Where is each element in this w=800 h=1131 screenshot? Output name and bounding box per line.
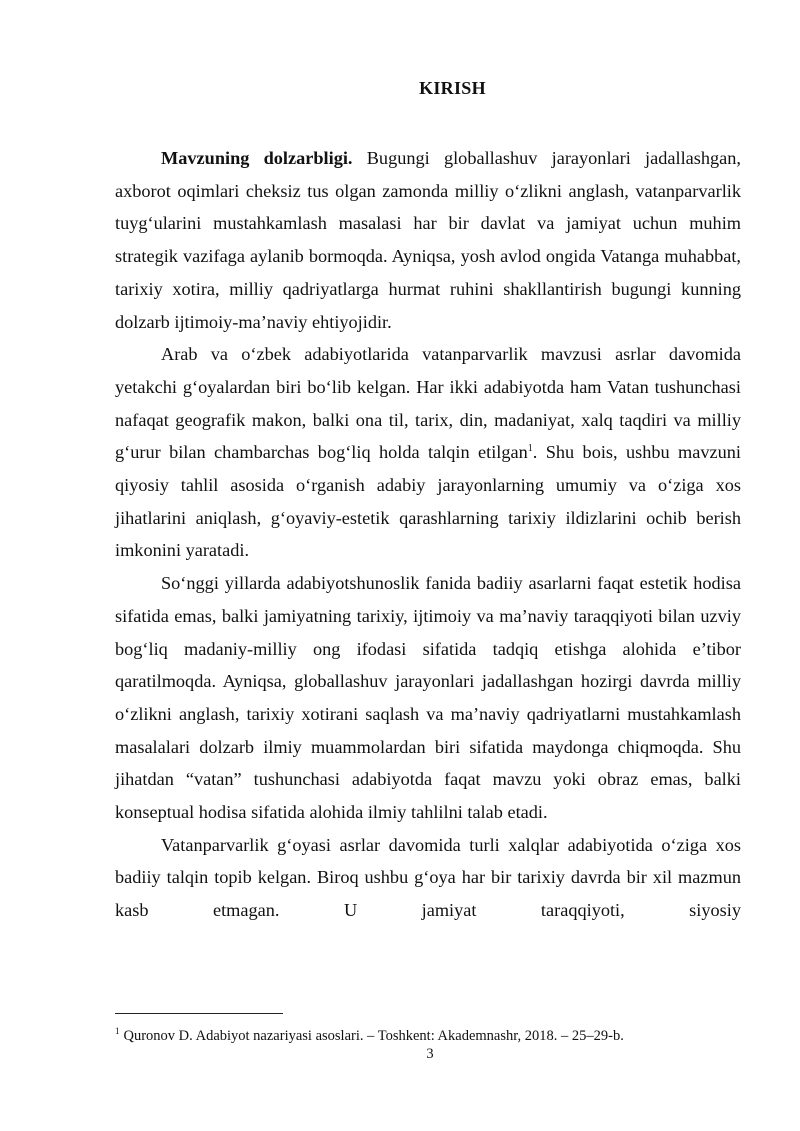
paragraph-text: Vatanparvarlik g‘oyasi asrlar davomida turli xalqlar adabiyotida o‘ziga xos badiiy talqin topib kelgan. Biroq ushbu g‘oya har bir tarixiy davrda bir xil mazmun kasb etmagan. U jamiyat taraqqiyoti, siyosiy bbox=[115, 834, 741, 921]
paragraph-lead: Mavzuning dolzarbligi. bbox=[161, 148, 353, 168]
footnote bbox=[115, 1027, 624, 1045]
paragraph-recent-years bbox=[115, 567, 741, 829]
paragraph-text: . Shu bois, ushbu mavzuni qiyosiy tahlil asosida o‘rganish adabiy jarayonlarning umumiy va o‘ziga xos jihatlarini aniqlash, g‘oyaviy-estetik qarashlarning tarixiy ildizlarini ochib berish imkonini yaratadi. bbox=[115, 442, 741, 561]
page-number: 3 bbox=[426, 1046, 434, 1062]
paragraph-patriotism-idea bbox=[115, 829, 741, 927]
footnote-marker: 1 bbox=[115, 1026, 120, 1037]
paragraph-text: So‘nggi yillarda adabiyotshunoslik fanida badiiy asarlarni faqat estetik hodisa sifatida emas, balki jamiyatning tarixiy, ijtimoiy va ma’naviy taraqqiyoti bilan uzviy bog‘liq madaniy-milliy ong ifodasi sifatida tadqiq etishga alohida e’tibor qaratilmoqda. Ayniqsa, globallashuv jarayonlari jadallashgan hozirgi davrda milliy o‘zlikni anglash, tarixiy xotirani saqlash va ma’naviy qadriyatlarni mustahkamlash masalalari dolzarb ilmiy muammolardan biri sifatida maydonga chiqmoqda. Shu jihatdan “vatan” tushunchasi adabiyotda faqat mavzu yoki obraz emas, balki konseptual hodisa sifatida alohida ilmiy tahlilni talab etadi. bbox=[115, 573, 741, 823]
footnote-separator bbox=[115, 1013, 283, 1014]
footnote-reference[interactable]: 1 bbox=[527, 443, 533, 455]
body-text bbox=[115, 142, 741, 927]
paragraph-arab-uzbek bbox=[115, 338, 741, 567]
paragraph-text: Bugungi globallashuv jarayonlari jadallashgan, axborot oqimlari cheksiz tus olgan zamonda milliy o‘zlikni anglash, vatanparvarlik tuyg‘ularini mustahkamlash masalasi har bir davlat va jamiyat uchun muhim strategik vazifaga aylanib bormoqda. Ayniqsa, yosh avlod ongida Vatanga muhabbat, tarixiy xotira, milliy qadriyatlarga hurmat ruhini shakllantirish bugungi kunning dolzarb ijtimoiy-ma’naviy ehtiyojidir. bbox=[115, 148, 741, 332]
footnote-text: Quronov D. Adabiyot nazariyasi asoslari. – Toshkent: Akademnashr, 2018. – 25–29-b. bbox=[123, 1028, 624, 1044]
section-heading: KIRISH bbox=[419, 78, 486, 98]
paragraph-text: Arab va o‘zbek adabiyotlarida vatanparvarlik mavzusi asrlar davomida yetakchi g‘oyalardan biri bo‘lib kelgan. Har ikki adabiyotda ham Vatan tushunchasi nafaqat geografik makon, balki ona til, tarix, din, madaniyat, xalq taqdiri va milliy g‘urur bilan chambarchas bog‘liq holda talqin etilgan bbox=[115, 344, 741, 463]
paragraph-relevance bbox=[115, 142, 741, 338]
